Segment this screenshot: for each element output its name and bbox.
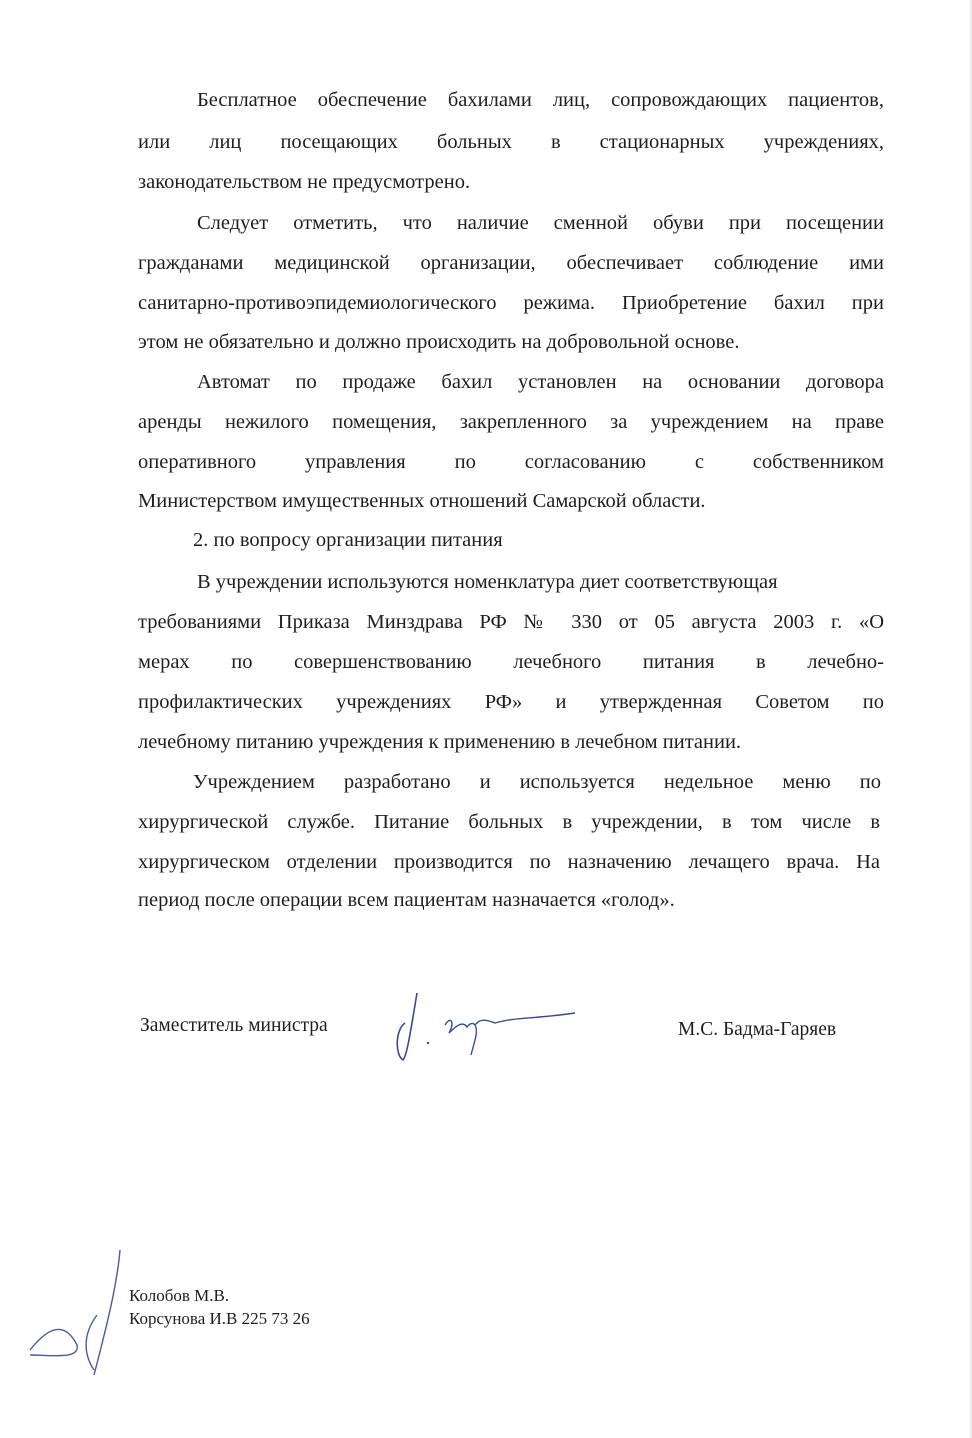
text-line: лечебному питанию учреждения к применению в лечебном питании. xyxy=(138,731,742,753)
text-line: хирургическом отделении производится по назначению лечащего врача. На xyxy=(138,851,880,873)
text-line: Следует отметить, что наличие сменной обуви при посещении xyxy=(197,212,884,234)
text-line: Учреждением разработано и используется недельное меню по xyxy=(193,771,881,793)
text-line: профилактических учреждениях РФ» и утвержденная Советом по xyxy=(138,691,884,713)
executor-line: Колобов М.В. xyxy=(129,1286,230,1305)
executor-contact-line: Корсунова И.В 225 73 26 xyxy=(129,1309,310,1328)
text-line: Бесплатное обеспечение бахилами лиц, сопровождающих пациентов, xyxy=(197,89,884,111)
text-line: санитарно-противоэпидемиологического режима. Приобретение бахил при xyxy=(138,292,884,314)
text-line: требованиями Приказа Минздрава РФ № 330 от 05 августа 2003 г. «О xyxy=(138,611,884,633)
text-line: мерах по совершенствованию лечебного питания в лечебно- xyxy=(138,651,884,673)
signatory-name: М.С. Бадма-Гаряев xyxy=(678,1019,837,1040)
handwritten-signature xyxy=(385,985,585,1065)
text-line: Министерством имущественных отношений Самарской области. xyxy=(138,490,706,512)
text-line: оперативного управления по согласованию с собственником xyxy=(138,451,884,473)
approval-signature-mark xyxy=(22,1245,132,1395)
text-line: В учреждении используются номенклатура диет соответствующая xyxy=(197,571,778,593)
text-line: или лиц посещающих больных в стационарных учреждениях, xyxy=(138,131,884,153)
text-line: хирургической службе. Питание больных в учреждении, в том числе в xyxy=(138,811,880,833)
text-line: период после операции всем пациентам назначается «голод». xyxy=(138,889,675,911)
text-line: законодательством не предусмотрено. xyxy=(138,171,471,193)
section-heading: 2. по вопросу организации питания xyxy=(193,529,503,551)
text-line: аренды нежилого помещения, закрепленного за учреждением на праве xyxy=(138,411,884,433)
text-line: Автомат по продаже бахил установлен на основании договора xyxy=(197,371,884,393)
text-line: этом не обязательно и должно происходить на добровольной основе. xyxy=(138,331,740,353)
text-line: гражданами медицинской организации, обеспечивает соблюдение ими xyxy=(138,252,884,274)
signatory-position: Заместитель министра xyxy=(140,1015,328,1036)
